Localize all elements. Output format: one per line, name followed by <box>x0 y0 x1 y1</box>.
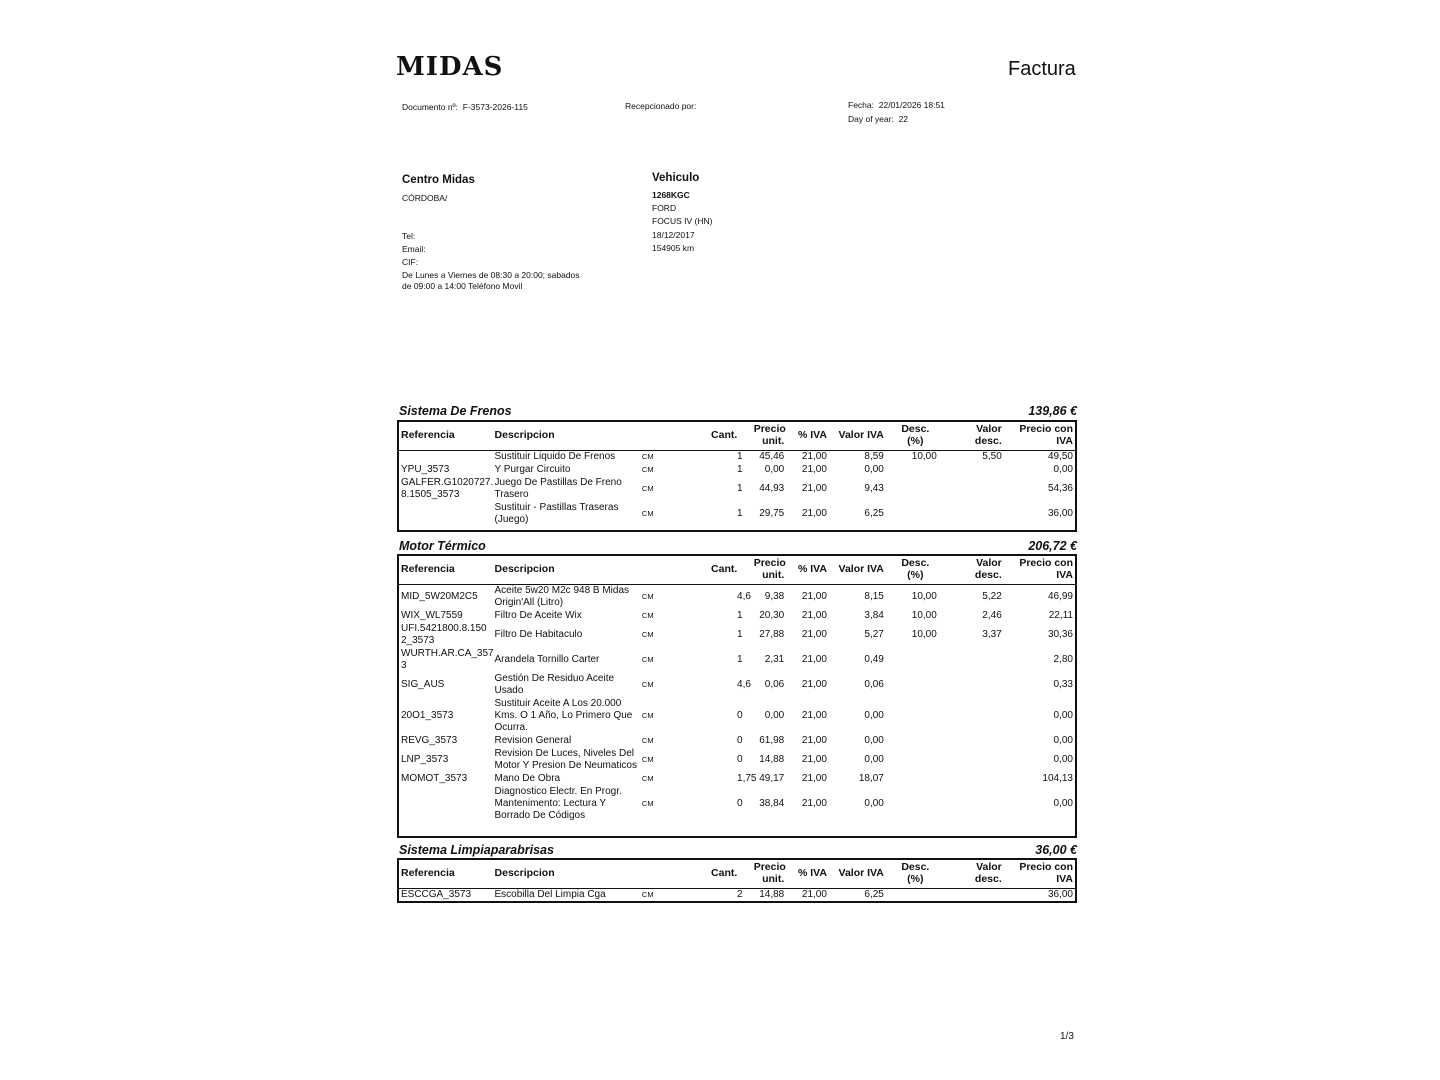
table-row <box>399 463 1075 476</box>
cell-unit: CM <box>641 754 654 764</box>
cell-unit: CM <box>641 773 654 783</box>
cell-precio-con-iva: 0,00 <box>1053 753 1073 765</box>
cell-valor-desc <box>945 647 1004 672</box>
cell-unit: CM <box>641 735 654 745</box>
col-descripcion-text: Descripcion <box>494 867 555 879</box>
cell-valor-desc: 2,46 <box>982 609 1002 621</box>
cell-descripcion: Sustituir Liquido De Frenos <box>494 450 616 462</box>
cell-desc-pct <box>886 785 945 822</box>
cell-desc-pct <box>886 888 945 901</box>
cell-desc-pct <box>886 463 945 476</box>
cell-descripcion: Aceite 5w20 M2c 948 B Midas Origin'All (Litro) <box>494 584 630 608</box>
cell-referencia: MOMOT_3573 <box>401 772 468 784</box>
cell-referencia: REVG_3573 <box>401 734 458 746</box>
col-valor-iva <box>829 556 886 584</box>
vehiculo-details <box>652 189 712 255</box>
col-precio-con-iva-text: IVA <box>1056 872 1073 885</box>
cell-precio-unit: 0,00 <box>764 709 785 721</box>
cell-cant: 0 <box>737 797 743 809</box>
col-valor-desc <box>945 556 1004 584</box>
cell-valor-desc <box>945 734 1004 747</box>
cell-referencia: GALFER.G1020727. 8.1505_3573 <box>401 476 494 500</box>
fecha-label: Fecha: <box>848 100 874 110</box>
col-referencia <box>399 556 493 584</box>
cell-precio-con-iva: 46,99 <box>1047 590 1073 602</box>
col-precio-unit-text: unit. <box>762 568 785 581</box>
table-row <box>399 734 1075 747</box>
cell-iva: 21,00 <box>801 709 827 721</box>
cell-unit: CM <box>641 889 654 899</box>
table-row <box>399 584 1075 609</box>
col-precio-con-iva <box>1004 422 1075 450</box>
cell-precio-unit: 9,38 <box>764 590 785 602</box>
cell-precio-con-iva: 0,00 <box>1053 797 1073 809</box>
cell-desc-pct <box>886 501 945 526</box>
col-precio-unit-text: unit. <box>762 434 785 447</box>
cell-referencia: ESCCGA_3573 <box>401 888 472 900</box>
cell-cant: 1,75 <box>737 772 757 784</box>
cell-valor-iva: 0,00 <box>864 734 884 746</box>
col-cant-text: Cant. <box>711 429 738 441</box>
cell-valor-iva: 0,00 <box>864 753 884 765</box>
cell-valor-iva: 9,43 <box>864 482 884 494</box>
col-valor-iva <box>829 860 886 888</box>
col-valor-desc-text: desc. <box>974 568 1002 581</box>
centro-cif: CIF: <box>402 257 419 268</box>
cell-unit: CM <box>641 483 654 493</box>
cell-cant: 1 <box>737 450 743 462</box>
col-precio-con-iva <box>1004 860 1075 888</box>
col-precio-unit <box>752 860 787 888</box>
cell-unit: CM <box>641 710 654 720</box>
table-row <box>399 450 1075 463</box>
recepcionado-label: Recepcionado por: <box>625 101 697 111</box>
col-unit <box>640 860 709 888</box>
cell-cant: 1 <box>737 507 743 519</box>
col-valor-iva-text: Valor IVA <box>838 867 884 879</box>
cell-unit: CM <box>641 508 654 518</box>
col-descripcion <box>493 556 640 584</box>
col-valor-desc-text: desc. <box>974 434 1002 447</box>
cell-unit: CM <box>641 591 654 601</box>
col-cant <box>709 860 752 888</box>
col-valor-desc-text: Valor <box>976 423 1002 436</box>
cell-valor-iva: 6,25 <box>864 507 884 519</box>
cell-referencia <box>399 450 493 463</box>
vehiculo-model: FOCUS IV (HN) <box>652 216 713 227</box>
page-number: 1/3 <box>1060 1031 1074 1042</box>
cell-precio-unit: 27,88 <box>759 628 785 640</box>
vehiculo-km: 154905 km <box>652 242 695 253</box>
cell-desc-pct <box>886 734 945 747</box>
cell-iva: 21,00 <box>801 734 827 746</box>
cell-valor-iva: 3,84 <box>864 609 884 621</box>
cell-precio-con-iva: 0,33 <box>1053 678 1073 690</box>
col-valor-desc <box>945 422 1004 450</box>
cell-valor-desc <box>945 785 1004 822</box>
col-desc-pct <box>886 860 945 888</box>
col-unit <box>640 422 709 450</box>
day-of-year <box>848 114 908 124</box>
table-row <box>399 747 1075 772</box>
cell-cant: 0 <box>737 734 743 746</box>
col-precio-con-iva-text: IVA <box>1056 434 1073 447</box>
col-precio-unit-text: Precio <box>753 423 786 436</box>
col-cant-text: Cant. <box>711 867 738 879</box>
cell-iva: 21,00 <box>801 772 827 784</box>
cell-precio-con-iva: 0,00 <box>1053 709 1073 721</box>
table-row <box>399 609 1075 622</box>
cell-cant: 1 <box>737 482 743 494</box>
cell-valor-desc <box>945 697 1004 734</box>
cell-iva: 21,00 <box>801 753 827 765</box>
section-table <box>397 554 1077 838</box>
cell-precio-unit: 0,00 <box>764 463 785 475</box>
cell-precio-unit: 38,84 <box>759 797 785 809</box>
cell-desc-pct: 10,00 <box>911 590 937 602</box>
cell-referencia: MID_5W20M2C5 <box>401 590 478 602</box>
centro-email: Email: <box>402 244 426 255</box>
cell-unit: CM <box>641 610 654 620</box>
col-iva <box>786 422 829 450</box>
col-desc-pct-text: (%) <box>907 568 924 581</box>
vehiculo-brand: FORD <box>652 203 677 214</box>
cell-valor-desc <box>945 888 1004 901</box>
cell-descripcion: Filtro De Habitaculo <box>494 628 583 640</box>
cell-valor-desc <box>945 463 1004 476</box>
midas-logo: MIDAS <box>396 52 504 82</box>
cell-descripcion: Sustituir Aceite A Los 20.000 Kms. O 1 Año, Lo Primero Que Ocurra. <box>494 697 633 733</box>
cell-valor-iva: 0,49 <box>864 653 884 665</box>
cell-unit: CM <box>641 798 654 808</box>
col-cant <box>709 422 752 450</box>
cell-descripcion: Y Purgar Circuito <box>494 463 571 475</box>
cell-descripcion: Juego De Pastillas De Freno Trasero <box>494 476 622 500</box>
col-iva <box>786 860 829 888</box>
col-cant <box>709 556 752 584</box>
table-row <box>399 622 1075 647</box>
col-valor-iva-text: Valor IVA <box>838 563 884 575</box>
cell-precio-con-iva: 0,00 <box>1053 734 1073 746</box>
cell-valor-desc: 5,22 <box>982 590 1002 602</box>
cell-referencia: UFI.5421800.8.150 2_3573 <box>401 622 487 646</box>
cell-unit: CM <box>641 451 654 461</box>
cell-desc-pct <box>886 647 945 672</box>
vehiculo-plate: 1268KGC <box>652 190 690 200</box>
col-descripcion <box>493 422 640 450</box>
dayofyear-value: 22 <box>898 114 909 124</box>
vehiculo-date: 18/12/2017 <box>652 229 695 240</box>
col-precio-con-iva-text: Precio con <box>1019 861 1073 874</box>
cell-valor-iva: 0,00 <box>864 463 884 475</box>
documento-number <box>402 102 528 112</box>
section-table <box>397 858 1077 903</box>
section-total: 36,00 € <box>1035 843 1077 857</box>
cell-valor-iva: 18,07 <box>858 772 884 784</box>
cell-precio-unit: 14,88 <box>759 753 785 765</box>
col-desc-pct <box>886 422 945 450</box>
cell-desc-pct <box>886 672 945 697</box>
cell-desc-pct <box>886 747 945 772</box>
cell-desc-pct: 10,00 <box>911 609 937 621</box>
cell-precio-unit: 45,46 <box>759 450 785 462</box>
col-descripcion-text: Descripcion <box>494 563 555 575</box>
cell-precio-unit: 14,88 <box>759 888 785 900</box>
cell-precio-unit: 49,17 <box>759 772 785 784</box>
col-valor-desc-text: desc. <box>974 872 1002 885</box>
cell-precio-unit: 29,75 <box>759 507 785 519</box>
cell-cant: 1 <box>737 628 743 640</box>
documento-label: Documento nº: <box>402 102 459 112</box>
cell-valor-desc <box>945 672 1004 697</box>
centro-city: CÓRDOBA/ <box>402 193 448 203</box>
vehiculo-title: Vehiculo <box>652 172 700 184</box>
cell-precio-con-iva: 0,00 <box>1053 463 1073 475</box>
cell-valor-iva: 0,06 <box>864 678 884 690</box>
cell-valor-iva: 8,59 <box>864 450 884 462</box>
cell-cant: 0 <box>737 709 743 721</box>
dayofyear-label: Day of year: <box>848 114 894 124</box>
cell-unit: CM <box>641 629 654 639</box>
cell-referencia: SIG_AUS <box>401 678 445 690</box>
col-referencia <box>399 860 493 888</box>
cell-referencia <box>399 501 493 526</box>
col-valor-desc <box>945 860 1004 888</box>
cell-descripcion: Diagnostico Electr. En Progr. Mantenimento: Lectura Y Borrado De Códigos <box>494 785 622 821</box>
col-precio-unit <box>752 556 787 584</box>
col-iva <box>786 556 829 584</box>
col-iva-text: % IVA <box>797 563 827 575</box>
cell-precio-con-iva: 49,50 <box>1047 450 1073 462</box>
cell-valor-iva: 8,15 <box>864 590 884 602</box>
table-row <box>399 888 1075 901</box>
col-precio-con-iva-text: Precio con <box>1019 557 1073 570</box>
cell-cant: 0 <box>737 753 743 765</box>
col-referencia-text: Referencia <box>401 429 455 441</box>
table-row <box>399 785 1075 822</box>
cell-iva: 21,00 <box>801 653 827 665</box>
cell-precio-con-iva: 104,13 <box>1042 772 1073 784</box>
col-desc-pct-text: Desc. <box>901 557 930 570</box>
cell-descripcion: Sustituir - Pastillas Traseras (Juego) <box>494 501 619 525</box>
section-total: 206,72 € <box>1028 539 1077 553</box>
col-descripcion-text: Descripcion <box>494 429 555 441</box>
cell-precio-con-iva: 36,00 <box>1047 507 1073 519</box>
col-desc-pct-text: Desc. <box>901 423 930 436</box>
cell-referencia: LNP_3573 <box>401 753 449 765</box>
cell-desc-pct <box>886 772 945 785</box>
cell-iva: 21,00 <box>801 482 827 494</box>
col-valor-desc-text: Valor <box>976 861 1002 874</box>
cell-precio-unit: 61,98 <box>759 734 785 746</box>
cell-valor-desc: 5,50 <box>982 450 1002 462</box>
cell-valor-desc <box>945 747 1004 772</box>
cell-descripcion: Mano De Obra <box>494 772 561 784</box>
cell-referencia: WURTH.AR.CA_357 3 <box>401 647 494 671</box>
cell-valor-desc: 3,37 <box>982 628 1002 640</box>
col-referencia-text: Referencia <box>401 867 455 879</box>
cell-precio-con-iva: 2,80 <box>1053 653 1073 665</box>
cell-precio-unit: 0,06 <box>764 678 785 690</box>
cell-precio-con-iva: 22,11 <box>1048 609 1073 621</box>
cell-desc-pct: 10,00 <box>911 628 937 640</box>
centro-contact <box>402 230 580 292</box>
col-precio-con-iva-text: Precio con <box>1019 423 1073 436</box>
cell-valor-iva: 6,25 <box>864 888 884 900</box>
cell-valor-iva: 0,00 <box>864 797 884 809</box>
centro-hours-1: De Lunes a Viernes de 08:30 a 20:00; sabados <box>402 269 580 280</box>
cell-valor-desc <box>945 476 1004 501</box>
col-precio-unit <box>752 422 787 450</box>
cell-cant: 1 <box>737 653 743 665</box>
cell-cant: 1 <box>737 463 743 475</box>
cell-valor-iva: 0,00 <box>864 709 884 721</box>
col-desc-pct <box>886 556 945 584</box>
col-precio-con-iva-text: IVA <box>1056 568 1073 581</box>
cell-valor-desc <box>945 772 1004 785</box>
col-precio-con-iva <box>1004 556 1075 584</box>
cell-referencia: WIX_WL7559 <box>401 609 463 621</box>
table-row <box>399 772 1075 785</box>
cell-descripcion: Revision De Luces, Niveles Del Motor Y Presion De Neumaticos <box>494 747 637 771</box>
section-total: 139,86 € <box>1028 404 1077 418</box>
fecha-value: 22/01/2026 18:51 <box>878 100 945 110</box>
cell-valor-desc <box>945 501 1004 526</box>
cell-precio-unit: 2,31 <box>764 653 785 665</box>
document-title: Factura <box>1008 58 1076 80</box>
cell-precio-con-iva: 30,36 <box>1047 628 1073 640</box>
cell-descripcion: Revision General <box>494 734 572 746</box>
centro-hours-2: de 09:00 a 14:00 Teléfono Movil <box>402 280 523 291</box>
cell-cant: 2 <box>737 888 743 900</box>
col-iva-text: % IVA <box>797 429 827 441</box>
cell-iva: 21,00 <box>801 463 827 475</box>
section-table <box>397 420 1077 532</box>
col-cant-text: Cant. <box>711 563 738 575</box>
cell-referencia <box>399 785 493 822</box>
fecha <box>848 100 945 110</box>
cell-precio-con-iva: 54,36 <box>1047 482 1073 494</box>
table-row <box>399 647 1075 672</box>
cell-valor-iva: 5,27 <box>864 628 884 640</box>
col-referencia <box>399 422 493 450</box>
cell-cant: 1 <box>737 609 743 621</box>
cell-precio-unit: 44,93 <box>759 482 785 494</box>
cell-descripcion: Gestión De Residuo Aceite Usado <box>494 672 615 696</box>
cell-iva: 21,00 <box>801 609 827 621</box>
cell-precio-unit: 20,30 <box>759 609 785 621</box>
cell-cant: 4,6 <box>737 678 751 690</box>
cell-cant: 4,6 <box>737 590 751 602</box>
cell-iva: 21,00 <box>801 888 827 900</box>
col-descripcion <box>493 860 640 888</box>
cell-iva: 21,00 <box>801 450 827 462</box>
col-precio-unit-text: Precio <box>753 861 786 874</box>
cell-iva: 21,00 <box>801 678 827 690</box>
cell-iva: 21,00 <box>801 628 827 640</box>
cell-iva: 21,00 <box>801 507 827 519</box>
col-precio-unit-text: unit. <box>762 872 785 885</box>
section-title: Motor Térmico <box>399 539 486 553</box>
cell-descripcion: Escobilla Del Limpia Cga <box>494 888 606 900</box>
col-valor-iva <box>829 422 886 450</box>
cell-descripcion: Filtro De Aceite Wix <box>494 609 582 621</box>
col-unit <box>640 556 709 584</box>
table-row <box>399 672 1075 697</box>
cell-iva: 21,00 <box>801 590 827 602</box>
centro-tel: Tel: <box>402 231 416 241</box>
cell-precio-con-iva: 36,00 <box>1047 888 1073 900</box>
col-desc-pct-text: Desc. <box>901 861 930 874</box>
table-row <box>399 476 1075 501</box>
section-title: Sistema De Frenos <box>399 404 512 418</box>
col-iva-text: % IVA <box>797 867 827 879</box>
col-precio-unit-text: Precio <box>753 557 786 570</box>
centro-name: Centro Midas <box>402 174 475 186</box>
col-desc-pct-text: (%) <box>907 434 924 447</box>
table-row <box>399 697 1075 734</box>
cell-desc-pct <box>886 697 945 734</box>
cell-desc-pct <box>886 476 945 501</box>
cell-referencia: 20O1_3573 <box>401 709 454 721</box>
cell-unit: CM <box>641 679 654 689</box>
cell-unit: CM <box>641 464 654 474</box>
col-referencia-text: Referencia <box>401 563 455 575</box>
cell-descripcion: Arandela Tornillo Carter <box>494 653 600 665</box>
col-valor-desc-text: Valor <box>976 557 1002 570</box>
cell-referencia: YPU_3573 <box>401 463 450 475</box>
table-row <box>399 501 1075 526</box>
documento-value: F-3573-2026-115 <box>462 102 528 112</box>
cell-unit: CM <box>641 654 654 664</box>
section-title: Sistema Limpiaparabrisas <box>399 843 554 857</box>
cell-iva: 21,00 <box>801 797 827 809</box>
cell-desc-pct: 10,00 <box>911 450 937 462</box>
col-desc-pct-text: (%) <box>907 872 924 885</box>
col-valor-iva-text: Valor IVA <box>838 429 884 441</box>
